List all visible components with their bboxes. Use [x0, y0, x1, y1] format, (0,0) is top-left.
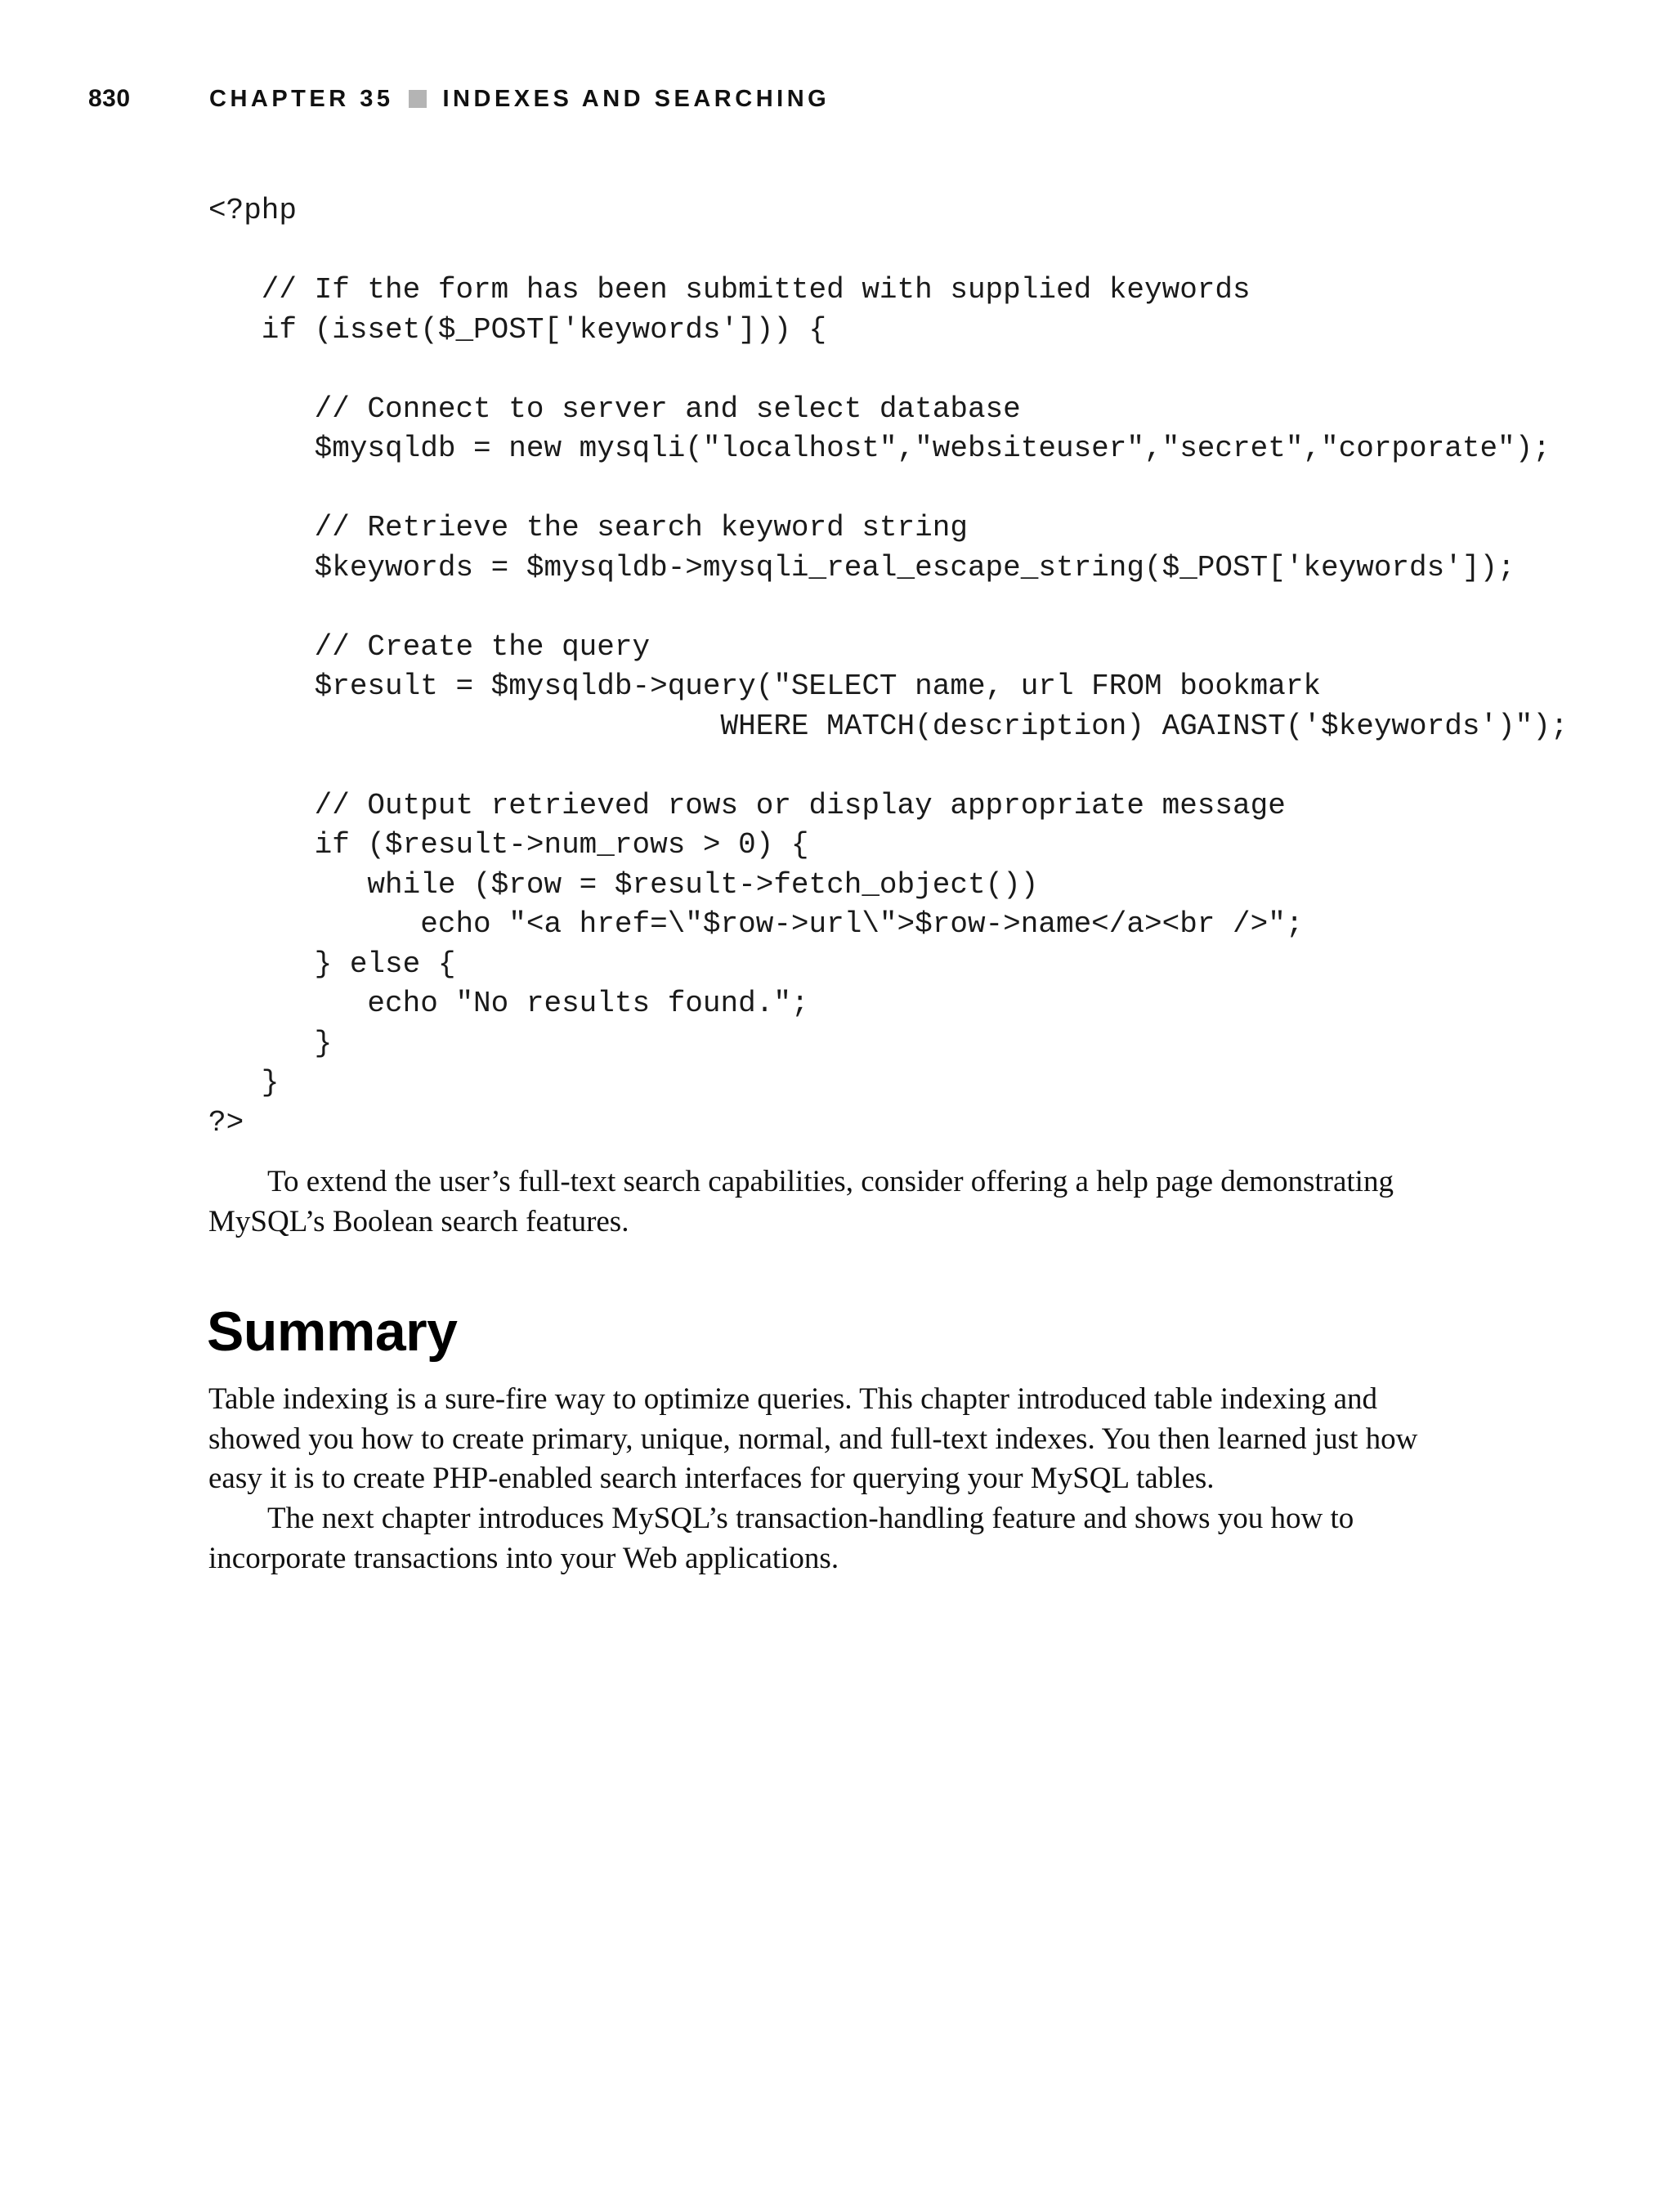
- summary-paragraph-2: The next chapter introduces MySQL’s transaction-handling feature and shows you how to incorporate transactions into your Web applications.: [208, 1502, 1354, 1575]
- code-line: $result = $mysqldb->query("SELECT name, url FROM bookmark: [208, 669, 1322, 703]
- code-line: $mysqldb = new mysqli("localhost","websiteuser","secret","corporate");: [208, 432, 1551, 465]
- code-line: // Output retrieved rows or display appropriate message: [208, 788, 1286, 822]
- code-line: }: [208, 1026, 333, 1060]
- running-header: [88, 82, 830, 116]
- chapter-label: CHAPTER 35: [209, 85, 394, 112]
- code-line: if ($result->num_rows > 0) {: [208, 828, 809, 862]
- code-line: WHERE MATCH(description) AGAINST('$keywords')");: [208, 709, 1569, 743]
- code-line: // Create the query: [208, 629, 651, 664]
- code-line: echo "<a href=\"$row->url\">$row->name</a><br />";: [208, 907, 1304, 941]
- code-line: $keywords = $mysqldb->mysqli_real_escape_string($_POST['keywords']);: [208, 550, 1515, 584]
- page-number: 830: [88, 85, 131, 112]
- chapter-title: INDEXES AND SEARCHING: [442, 85, 830, 112]
- summary-paragraph-1: Table indexing is a sure-fire way to optimize queries. This chapter introduced table indexing and showed you how to create primary, unique, normal, and full-text indexes. You then learned just how easy it is to create PHP-enabled search interfaces for querying your MySQL tables.: [208, 1382, 1418, 1495]
- intro-paragraph: To extend the user’s full-text search capabilities, consider offering a help page demonstrating MySQL’s Boolean search features.: [208, 1165, 1394, 1238]
- code-line: if (isset($_POST['keywords'])) {: [208, 312, 827, 347]
- code-line: }: [208, 1066, 280, 1099]
- code-line: while ($row = $result->fetch_object()): [208, 867, 1039, 902]
- square-separator-icon: [409, 90, 427, 108]
- code-line: // Connect to server and select database: [208, 392, 1021, 426]
- code-line: echo "No results found.";: [208, 987, 809, 1020]
- code-line: // If the form has been submitted with supplied keywords: [208, 273, 1251, 307]
- code-line: } else {: [208, 947, 456, 981]
- code-line: // Retrieve the search keyword string: [208, 511, 968, 544]
- code-line: <?php: [208, 194, 298, 227]
- code-listing: [208, 191, 1568, 1143]
- code-line: ?>: [208, 1105, 244, 1140]
- summary-heading: Summary: [207, 1301, 458, 1363]
